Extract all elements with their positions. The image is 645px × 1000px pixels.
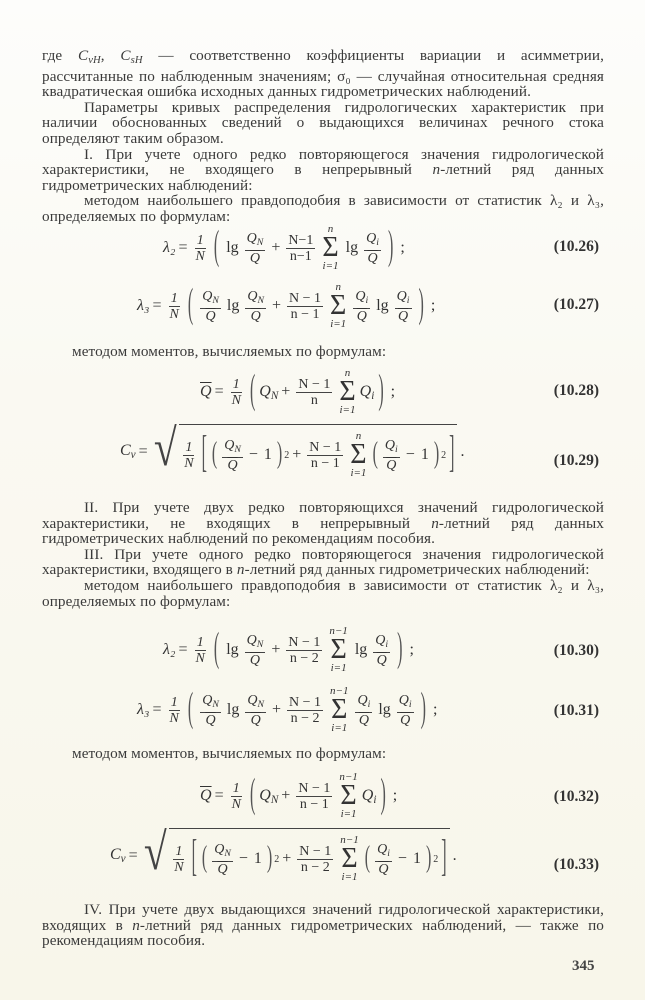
- subscript: N: [212, 294, 219, 306]
- qbar: Q: [205, 308, 216, 324]
- text: — соответственно коэффициенты вариации и асимметрии, рассчитанные по наблюденным значениям; σ₀ — случайная относительная средняя квадратическая ошибка исходных данных гидрометрических наблюдений.: [42, 47, 605, 101]
- text: -летний ряд данных гидрометрических наблюдений:: [244, 561, 590, 579]
- subscript: v: [130, 449, 136, 461]
- equals: =: [214, 787, 224, 804]
- one: 1: [263, 446, 272, 463]
- qbar: Q: [386, 457, 397, 473]
- denominator: n − 2: [300, 859, 330, 875]
- equation-number: (10.30): [553, 642, 599, 659]
- subscript: sH: [130, 55, 143, 66]
- book-page: где $C_{vH}$, $C_{sH}$ — соответственно коэффициенты вариации и асимметрии, рассчитанные по наблюденным значениям; σ₀ — случайная относительная средняя квадратическая ошибка исходных данных гидрометрических наблюдений. Параметры кривых распределения гидрологических характеристик при наличии обоснованных сведений о выдающихся величинах речного стока определяют таким образом. I. При учете одного редко повторяющегося значения гидрологической характеристики, не входящего в непрерывный n-летний ряд данных гидрометрических наблюдений: методом наибольшего правдоподобия в зависимости от статистик λ₂ и λ₃, определяемых по формулам: λ₂ = $\frac{1}{N}$ ( lg $\frac{Q_N}{Q}$ + $\frac{N-1}{n-1}$ n Σ i=1 lg $\frac{Q_i}{Q}$ ) ; (10.26) λ₃ = $\frac{1}{N}$ ( $\frac{Q_N}{Q}$ lg $\frac{Q_N}{Q}$ + $\frac{N - 1}{n - 1}$ n Σ i=1 $\frac{Q_i}{Q}$ lg $\frac{Q_i}{Q}$ ) ; (10.27) методом моментов, вычисляемых по формулам: $\overline{Q}$ = $\frac{1}{N}$ ( $Q_N$ + $\frac{N - 1}{n}$ n Σ i=1 $Q_i$ ) ; (10.28) $C_v$ = √ $\frac{1}{N}$ [ ( $\frac{Q_N}{Q}$ − 1 ) 2 + $\frac{N - 1}{n - 1}$ n Σ i=1 ( $\frac{Q_i}{Q}$ − 1 ) 2 ] . (10.29) II. При учете двух редко повторяющихся значений гидрологической характеристики, не входящих в непрерывный n-летний ряд данных гидрометрических наблюдений по рекомендациям пособия. III. При учете одного редко повторяющегося значения гидрологической характеристики, входящего в n-летний ряд данных гидрометрических наблюдений: методом наибольшего правдоподобия в зависимости от статистик λ₂ и λ₃, определяемых по формулам: λ₂ = $\frac{1}{N}$ ( lg $\frac{Q_N}{Q}$ + $\frac{N - 1}{n - 2}$ n−1 Σ i=1 lg $\frac{Q_i}{Q}$ ) ; (10.30) λ₃ = $\frac{1}{N}$ ( $\frac{Q_N}{Q}$ lg $\frac{Q_N}{Q}$ + $\frac{N - 1}{n - 2}$ n−1 Σ i=1 $\frac{Q_i}{Q}$ lg $\frac{Q_i}{Q}$ ) ; (10.31) методом моментов, вычисляемых по формулам: $\overline{Q}$ = $\frac{1}{N}$ ( $Q_N$ + $\frac{N - 1}{n - 1}$ n−1 Σ i=1 $Q_i$ ) ; (10.32) $C_v$ = √ $\frac{1}{N}$ [ ( $\frac{Q_N}{Q}$ − 1 ) 2 + $\frac{N - 1}{n - 2}$ n−1 Σ i=1 ( $\frac{Q_i}{Q}$ − 1 ) 2 ] . (10.33) IV. При учете двух выдающихся значений гидрологической характеристики, входящих в n-летний ряд данных гидрометрических наблюдений, — также по рекомендациям пособия. 345: [0, 0, 645, 1000]
- symbol-cv: C: [77, 47, 89, 64]
- equation-number: (10.28): [553, 382, 599, 399]
- paragraph-case-3: [42, 547, 604, 578]
- period: .: [460, 442, 465, 460]
- semicolon: ;: [430, 297, 436, 314]
- text: I. При учете одного редко повторяющегося значения гидрологической характеристики, не входящего в непрерывный: [42, 145, 604, 179]
- c: C: [110, 846, 121, 863]
- denominator: n − 2: [290, 710, 320, 726]
- plus: +: [282, 850, 292, 867]
- upper-limit: n: [327, 223, 334, 235]
- numerator: N − 1: [298, 780, 331, 796]
- text: -летний ряд данных гидрометрических наблюдений по рекомендациям пособия.: [42, 514, 604, 548]
- qbar: Q: [367, 250, 378, 266]
- qbar: Q: [249, 652, 261, 668]
- lower-limit: i=1: [340, 808, 357, 820]
- q: Q: [355, 288, 366, 304]
- denominator: N: [184, 455, 194, 471]
- q: Q: [202, 692, 213, 708]
- equation-number: (10.31): [553, 702, 599, 719]
- log: lg: [226, 297, 240, 314]
- q: Q: [361, 786, 374, 804]
- subscript: N: [224, 847, 231, 859]
- paragraph-case-2: [42, 500, 604, 547]
- q: Q: [224, 437, 235, 453]
- q: Q: [247, 692, 258, 708]
- q: Q: [214, 841, 225, 857]
- semicolon: ;: [390, 383, 396, 400]
- subscript: i: [408, 698, 412, 710]
- qbar: Q: [376, 652, 387, 668]
- minus: −: [405, 446, 415, 463]
- subscript: i: [371, 389, 375, 402]
- qbar: Q: [378, 861, 389, 877]
- upper-limit: n−1: [330, 685, 349, 697]
- text: III. При учете одного редко повторяющегося значения гидрологической характеристики, входящего в: [42, 545, 604, 579]
- log: lg: [378, 701, 391, 718]
- upper-limit: n: [344, 367, 351, 379]
- log: lg: [226, 701, 240, 718]
- numerator: 1: [232, 780, 240, 796]
- period: .: [452, 846, 457, 864]
- paragraph-max-likelihood: методом наибольшего правдоподобия в зависимости от статистик λ₂ и λ₃, определяемых по формулам:: [42, 192, 604, 225]
- denominator: N: [169, 306, 179, 322]
- lhs: λ₃: [137, 297, 150, 314]
- text: IV. При учете двух выдающихся значений гидрологической характеристики, входящих в: [42, 901, 604, 934]
- exponent: 2: [274, 853, 280, 865]
- c: C: [120, 442, 131, 459]
- paragraph-definitions: [42, 48, 604, 225]
- paragraph-case-4-wrap: [42, 902, 604, 949]
- upper-limit: n−1: [340, 834, 359, 846]
- q: Q: [202, 288, 213, 304]
- subscript: i: [406, 294, 410, 306]
- text: где: [42, 47, 78, 64]
- lhs: $\overline{Q}$: [200, 787, 212, 804]
- lower-limit: i=1: [341, 871, 358, 883]
- numerator: 1: [232, 376, 240, 392]
- lower-limit: i=1: [330, 662, 347, 674]
- paragraphs-cases-2-3: [42, 500, 604, 609]
- numerator: N − 1: [289, 694, 322, 710]
- equals: =: [128, 846, 138, 864]
- symbol-n: n: [132, 916, 140, 934]
- q: Q: [357, 692, 368, 708]
- subscript: N: [270, 389, 279, 402]
- lhs: λ₂: [163, 641, 176, 658]
- semicolon: ;: [409, 641, 414, 658]
- qbar: Q: [205, 712, 216, 728]
- one: 1: [253, 850, 262, 867]
- qbar: Q: [217, 861, 228, 877]
- denominator: n − 1: [290, 306, 320, 322]
- lower-limit: i=1: [350, 467, 367, 479]
- subscript: i: [367, 698, 371, 710]
- plus: +: [272, 297, 282, 314]
- denominator: n: [310, 392, 318, 408]
- lhs: λ₂: [163, 239, 176, 256]
- subscript: i: [395, 443, 398, 455]
- subscript: N: [234, 443, 241, 455]
- exponent: 2: [441, 449, 447, 461]
- semicolon: ;: [400, 239, 405, 256]
- minus: −: [248, 446, 258, 463]
- q: Q: [396, 288, 407, 304]
- subscript: i: [387, 847, 390, 859]
- lower-limit: i=1: [339, 404, 356, 416]
- equals: =: [178, 239, 188, 256]
- q: Q: [384, 437, 396, 453]
- lower-limit: i=1: [322, 260, 339, 272]
- symbol-cs: C: [120, 47, 131, 64]
- qbar: Q: [249, 250, 261, 266]
- subscript: i: [373, 793, 377, 806]
- page-number: 345: [572, 958, 595, 974]
- semicolon: ;: [392, 787, 398, 804]
- log: lg: [226, 239, 239, 256]
- text: ,: [100, 47, 121, 64]
- log: lg: [226, 641, 239, 658]
- numerator: 1: [196, 634, 204, 650]
- q: Q: [259, 786, 271, 804]
- q: Q: [247, 288, 258, 304]
- subscript: vH: [88, 55, 101, 66]
- semicolon: ;: [432, 701, 438, 718]
- equals: =: [152, 701, 162, 718]
- subscript: N: [212, 698, 219, 710]
- plus: +: [281, 383, 291, 400]
- text: II. При учете двух редко повторяющихся значений гидрологической характеристики, не входящих в непрерывный: [42, 499, 604, 532]
- paragraph-moments: методом моментов, вычисляемых по формулам:: [72, 343, 387, 360]
- subscript: N: [256, 236, 264, 248]
- numerator: N − 1: [309, 439, 342, 455]
- denominator: N: [231, 392, 241, 408]
- q: Q: [375, 632, 386, 648]
- numerator: 1: [196, 232, 204, 248]
- q: Q: [246, 230, 257, 246]
- upper-limit: n−1: [329, 625, 348, 637]
- symbol-n: n: [431, 514, 439, 532]
- qbar: Q: [358, 712, 369, 728]
- subscript: N: [256, 638, 264, 650]
- numerator: N − 1: [298, 376, 331, 392]
- lhs: $\overline{Q}$: [200, 383, 212, 400]
- plus: +: [271, 641, 281, 658]
- upper-limit: n: [355, 430, 362, 442]
- denominator: n − 1: [310, 455, 340, 471]
- subscript: v: [120, 853, 126, 865]
- denominator: n−1: [289, 248, 312, 264]
- upper-limit: n: [335, 281, 341, 293]
- lhs: λ₃: [137, 701, 150, 718]
- minus: −: [238, 850, 248, 867]
- equation-number: (10.33): [553, 856, 599, 873]
- qbar: Q: [250, 712, 261, 728]
- equation-number: (10.32): [553, 788, 599, 805]
- paragraph-case-4: [42, 902, 604, 949]
- numerator: 1: [185, 439, 193, 455]
- subscript: N: [270, 793, 279, 806]
- equals: =: [138, 442, 148, 460]
- qbar: Q: [400, 712, 411, 728]
- numerator: 1: [170, 694, 178, 710]
- one: 1: [412, 850, 421, 867]
- denominator: n − 2: [289, 650, 319, 666]
- log: lg: [354, 641, 368, 658]
- numerator: 1: [175, 843, 183, 859]
- lower-limit: i=1: [330, 318, 347, 330]
- subscript: i: [365, 294, 369, 306]
- denominator: N: [231, 796, 241, 812]
- symbol-n: n: [432, 161, 441, 179]
- equation-number: (10.26): [553, 238, 599, 255]
- q: Q: [246, 632, 257, 648]
- log: lg: [345, 239, 359, 256]
- q: Q: [377, 841, 388, 857]
- qbar: Q: [250, 308, 261, 324]
- symbol-n: n: [236, 561, 245, 579]
- numerator: 1: [170, 290, 178, 306]
- one: 1: [420, 446, 429, 463]
- q: Q: [259, 382, 271, 400]
- numerator: N − 1: [289, 290, 322, 306]
- equals: =: [214, 383, 224, 400]
- denominator: N: [195, 650, 205, 666]
- plus: +: [292, 446, 302, 463]
- equals: =: [178, 641, 188, 658]
- paragraph-moments-2: методом моментов, вычисляемых по формулам:: [72, 745, 387, 762]
- denominator: N: [195, 248, 205, 264]
- text: -летний ряд данных гидрометрических наблюдений, — также по рекомендациям пособия.: [42, 916, 604, 950]
- exponent: 2: [433, 853, 439, 865]
- log: lg: [376, 297, 389, 314]
- subscript: N: [257, 698, 264, 710]
- numerator: N − 1: [288, 634, 321, 650]
- minus: −: [397, 850, 407, 867]
- q: Q: [366, 230, 377, 246]
- numerator: N−1: [288, 232, 314, 248]
- subscript: N: [257, 294, 264, 306]
- paragraph-case-1: [42, 147, 604, 194]
- lower-limit: i=1: [331, 722, 348, 734]
- exponent: 2: [284, 449, 290, 461]
- equation-number: (10.27): [553, 296, 599, 313]
- q: Q: [359, 382, 372, 400]
- qbar: Q: [227, 457, 238, 473]
- denominator: N: [169, 710, 179, 726]
- plus: +: [272, 701, 282, 718]
- equals: =: [152, 297, 162, 314]
- text: -летний ряд данных гидрометрических наблюдений:: [42, 161, 604, 194]
- numerator: N − 1: [299, 843, 332, 859]
- paragraph-max-likelihood-2: методом наибольшего правдоподобия в зависимости от статистик λ₂ и λ₃, определяемых по формулам:: [42, 576, 604, 610]
- equation-number: (10.29): [553, 452, 599, 469]
- denominator: n − 1: [299, 796, 329, 812]
- paren: (: [213, 224, 220, 269]
- upper-limit: n−1: [339, 771, 358, 783]
- paragraph-parameters: Параметры кривых распределения гидрологических характеристик при наличии обоснованных сведений о выдающихся величинах речного стока определяют таким образом.: [42, 98, 604, 147]
- plus: +: [281, 787, 291, 804]
- qbar: Q: [398, 308, 409, 324]
- subscript: i: [376, 236, 379, 248]
- denominator: N: [174, 859, 184, 875]
- plus: +: [271, 239, 281, 256]
- subscript: i: [385, 638, 389, 650]
- q: Q: [398, 692, 409, 708]
- qbar: Q: [356, 308, 367, 324]
